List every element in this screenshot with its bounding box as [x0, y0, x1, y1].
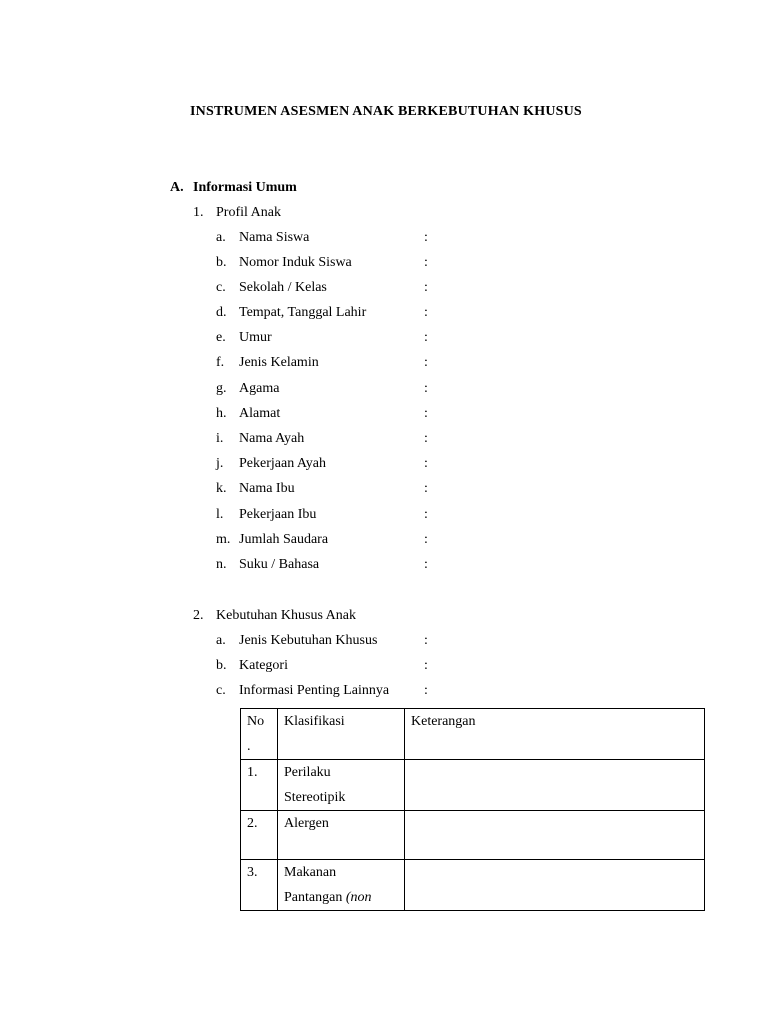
- row-keterangan[interactable]: [405, 860, 705, 911]
- item-colon: :: [424, 633, 428, 648]
- table-header-row: [241, 709, 705, 760]
- row-no: 2.: [241, 811, 278, 860]
- item-letter: k.: [216, 481, 227, 496]
- item-letter: d.: [216, 305, 227, 320]
- row-klasifikasi-line2-italic: (non: [345, 890, 372, 905]
- item-label-umur: Umur: [239, 330, 272, 345]
- item-letter: j.: [216, 456, 224, 471]
- table-row: [241, 760, 705, 811]
- header-klasifikasi: Klasifikasi: [278, 709, 405, 760]
- item-colon: :: [424, 406, 428, 421]
- item-letter: h.: [216, 406, 227, 421]
- section-a-marker: A.: [170, 180, 184, 195]
- item-letter: l.: [216, 507, 224, 522]
- row-klasifikasi-line1: Alergen: [284, 816, 329, 831]
- item-letter: i.: [216, 431, 224, 446]
- item-label-jenis-kebutuhan: Jenis Kebutuhan Khusus: [239, 633, 378, 648]
- row-klasifikasi-line2: [284, 885, 398, 910]
- row-klasifikasi-cell: [278, 860, 405, 911]
- item-colon: :: [424, 381, 428, 396]
- item-colon: :: [424, 557, 428, 572]
- item-letter: c.: [216, 683, 226, 698]
- klasifikasi-table: [240, 708, 705, 911]
- item-colon: :: [424, 431, 428, 446]
- header-keterangan: Keterangan: [405, 709, 705, 760]
- row-klasifikasi-line2: Stereotipik: [284, 790, 346, 805]
- header-no-cell: [241, 709, 278, 760]
- row-klasifikasi-line1: Perilaku: [284, 765, 331, 780]
- item-colon: :: [424, 532, 428, 547]
- item-label-informasi-penting: Informasi Penting Lainnya: [239, 683, 390, 698]
- item-letter: a.: [216, 633, 226, 648]
- item-colon: :: [424, 330, 428, 345]
- item-colon: :: [424, 230, 428, 245]
- row-keterangan[interactable]: [405, 811, 705, 860]
- item-letter: c.: [216, 280, 226, 295]
- kebutuhan-heading: Kebutuhan Khusus Anak: [216, 608, 356, 623]
- profil-heading: Profil Anak: [216, 205, 281, 220]
- item-label-nama-ibu: Nama Ibu: [239, 481, 295, 496]
- item-label-kategori: Kategori: [239, 658, 288, 673]
- item-colon: :: [424, 658, 428, 673]
- row-klasifikasi-line2-text: Pantangan: [284, 890, 343, 905]
- row-no: 1.: [241, 760, 278, 811]
- item-label-ttl: Tempat, Tanggal Lahir: [239, 305, 367, 320]
- item-label-nomor-induk: Nomor Induk Siswa: [239, 255, 352, 270]
- item-colon: :: [424, 481, 428, 496]
- section-a-heading: Informasi Umum: [193, 180, 297, 195]
- item-colon: :: [424, 507, 428, 522]
- item-label-sekolah: Sekolah / Kelas: [239, 280, 327, 295]
- row-keterangan[interactable]: [405, 760, 705, 811]
- item-label-alamat: Alamat: [239, 406, 281, 421]
- item-letter: f.: [216, 355, 225, 370]
- item-letter: m.: [216, 532, 231, 547]
- profil-marker: 1.: [193, 205, 204, 220]
- item-colon: :: [424, 456, 428, 471]
- item-colon: :: [424, 280, 428, 295]
- row-klasifikasi-cell: [278, 811, 405, 860]
- row-no: 3.: [241, 860, 278, 911]
- item-colon: :: [424, 305, 428, 320]
- item-letter: n.: [216, 557, 227, 572]
- header-no: No: [247, 714, 265, 729]
- item-colon: :: [424, 355, 428, 370]
- item-letter: b.: [216, 255, 227, 270]
- item-label-agama: Agama: [239, 381, 280, 396]
- item-label-nama-ayah: Nama Ayah: [239, 431, 305, 446]
- table-row: [241, 811, 705, 860]
- item-label-jumlah-saudara: Jumlah Saudara: [239, 532, 329, 547]
- kebutuhan-marker: 2.: [193, 608, 204, 623]
- item-label-pekerjaan-ibu: Pekerjaan Ibu: [239, 507, 317, 522]
- document-title: INSTRUMEN ASESMEN ANAK BERKEBUTUHAN KHUSUS: [190, 104, 582, 119]
- table-row: [241, 860, 705, 911]
- item-label-suku-bahasa: Suku / Bahasa: [239, 557, 320, 572]
- item-label-jenis-kelamin: Jenis Kelamin: [239, 355, 319, 370]
- item-colon: :: [424, 683, 428, 698]
- item-letter: e.: [216, 330, 226, 345]
- row-klasifikasi-cell: [278, 760, 405, 811]
- header-no-dot: .: [247, 739, 251, 754]
- item-label-pekerjaan-ayah: Pekerjaan Ayah: [239, 456, 326, 471]
- row-klasifikasi-line1: Makanan: [284, 865, 337, 880]
- item-letter: a.: [216, 230, 226, 245]
- item-letter: g.: [216, 381, 227, 396]
- item-label-nama-siswa: Nama Siswa: [239, 230, 310, 245]
- item-letter: b.: [216, 658, 227, 673]
- item-colon: :: [424, 255, 428, 270]
